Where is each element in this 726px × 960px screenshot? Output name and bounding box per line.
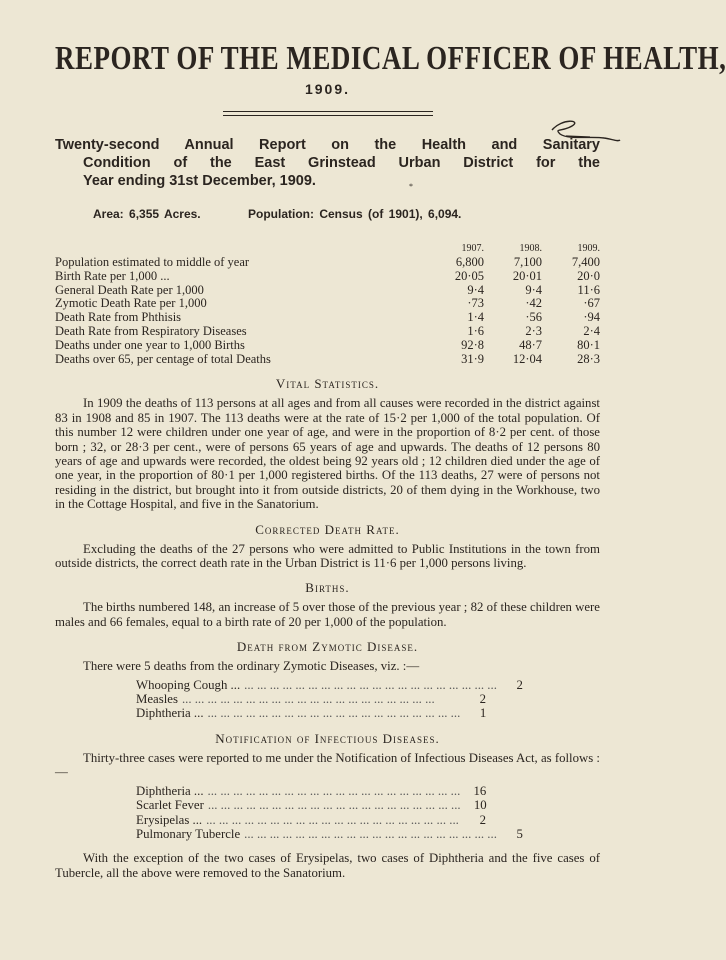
- list-item: [136, 798, 486, 812]
- row-value-1908: 20·01: [512, 268, 542, 283]
- row-value-1907: 92·8: [461, 337, 484, 352]
- row-value-1909: 2·4: [583, 323, 600, 338]
- list-item-label: Diphtheria ...: [136, 706, 204, 721]
- row-label: Population estimated to middle of year: [55, 255, 250, 269]
- population-label: Population:: [247, 207, 314, 221]
- row-value-1909: 80·1: [577, 337, 600, 352]
- list-item-value: 2: [516, 677, 523, 692]
- row-label: Death Rate from Phthisis: [55, 310, 182, 325]
- row-value-1908: 48·7: [519, 337, 542, 352]
- list-item-value: 2: [479, 812, 486, 827]
- row-value-1907: 1·4: [467, 310, 484, 325]
- subtitle-line-3: Year ending 31st December, 1909.: [83, 173, 316, 189]
- handwritten-signature-mark: [532, 116, 622, 150]
- subtitle-line-2: Condition of the East Grinstead Urban District for the: [83, 155, 600, 171]
- column-header-1907: 1907.: [461, 243, 484, 254]
- table-row: [55, 325, 600, 339]
- row-value-1909: 28·3: [577, 351, 600, 366]
- list-item-label: Erysipelas ...: [136, 812, 203, 827]
- list-item-label: Measles: [136, 692, 178, 707]
- row-value-1909: ·67: [583, 296, 600, 311]
- row-value-1909: 11·6: [577, 282, 600, 297]
- dot-leader: ... ... ... ... ... ... ... ... ... ... ... ... ... ... ... ... ... ... ... ...: [207, 798, 461, 813]
- row-value-1909: 20·0: [577, 268, 600, 283]
- list-item: [136, 813, 486, 827]
- population-value: Census (of 1901), 6,094.: [319, 207, 462, 221]
- row-value-1907: ·73: [467, 296, 484, 311]
- row-label: Death Rate from Respiratory Diseases: [55, 323, 247, 338]
- list-item-value: 2: [479, 692, 486, 707]
- list-item: [136, 692, 486, 706]
- list-item-label: Pulmonary Tubercle: [136, 826, 241, 841]
- row-label: General Death Rate per 1,000: [55, 282, 204, 297]
- column-header-1909: 1909.: [577, 243, 600, 254]
- dot-leader: ... ... ... ... ... ... ... ... ... ... ... ... ... ... ... ... ... ... ... ...: [181, 692, 435, 707]
- statistics-table: [55, 243, 600, 366]
- list-item: [136, 826, 523, 841]
- report-year: 1909.: [304, 81, 351, 97]
- section-heading-vital-statistics: Vital Statistics.: [275, 376, 380, 392]
- row-value-1909: 7,400: [571, 255, 600, 269]
- section-heading-notification: Notification of Infectious Diseases.: [215, 730, 440, 746]
- table-row: [55, 256, 600, 270]
- births-paragraph: The births numbered 148, an increase of 5 over those of the previous year ; 82 of these children were males and 66 females, equal to a birth rate of 20 per 1,000 of the population.: [55, 600, 600, 629]
- list-item-label: Scarlet Fever: [136, 798, 204, 813]
- vital-statistics-paragraph: In 1909 the deaths of 113 persons at all ages and from all causes were recorded in the district against 83 in 1908 and 85 in 1907. The 113 deaths were at the rate of 15·2 per 1,000 of the total population. Of this number 12 were children under one year of age, and were in the proportion of 8·2 per cent. of those born ; 32, or 28·3 per cent., were of persons 65 years of age and upwards. The deaths of 12 persons 80 years of age and upwards were recorded, the oldest being 92 years old ; 12 children died under the age of one year, in the proportion of 80·1 per 1,000 registered births. Of the 113 deaths, 27 were of persons not residing in the district, but brought into it from outside districts, 20 of them dying in the Workhouse, two in the Cottage Hospital, and five in the Sanatorium.: [55, 396, 600, 512]
- list-item-value: 10: [473, 798, 487, 813]
- report-subtitle: [55, 136, 600, 190]
- list-item: [136, 706, 486, 720]
- table-row: [55, 284, 600, 298]
- row-value-1907: 20·05: [454, 268, 484, 283]
- asterisk-mark: *: [409, 182, 413, 191]
- table-row: [55, 339, 600, 353]
- double-rule-divider: [223, 111, 433, 116]
- list-item-label: Whooping Cough ...: [136, 677, 241, 692]
- dot-leader: ... ... ... ... ... ... ... ... ... ... ... ... ... ... ... ... ... ... ... ...: [244, 677, 497, 692]
- dot-leader: ... ... ... ... ... ... ... ... ... ... ... ... ... ... ... ... ... ... ... ...: [207, 783, 461, 798]
- row-value-1908: ·42: [525, 296, 542, 311]
- area-population-line: [93, 207, 600, 221]
- zymotic-deaths-list: [136, 677, 523, 721]
- row-value-1907: 1·6: [467, 323, 484, 338]
- notification-paragraph: Thirty-three cases were reported to me under the Notification of Infectious Diseases Act, as follows :—: [55, 750, 600, 780]
- section-heading-births: Births.: [305, 580, 350, 596]
- table-row: [55, 311, 600, 325]
- row-value-1908: 12·04: [512, 351, 542, 366]
- list-item-label: Diphtheria ...: [136, 783, 204, 798]
- row-value-1907: 9·4: [467, 282, 484, 297]
- report-title: REPORT OF THE MEDICAL OFFICER OF HEALTH,: [55, 38, 726, 77]
- row-label: Deaths over 65, per centage of total Deaths: [55, 351, 271, 366]
- row-value-1908: 7,100: [513, 255, 542, 269]
- section-heading-corrected-death-rate: Corrected Death Rate.: [255, 521, 400, 537]
- list-item-value: 5: [516, 826, 523, 841]
- corrected-death-rate-paragraph: Excluding the deaths of the 27 persons who were admitted to Public Institutions in the town from outside districts, the correct death rate in the Urban District is 11·6 per 1,000 persons living.: [55, 541, 600, 571]
- dot-leader: ... ... ... ... ... ... ... ... ... ... ... ... ... ... ... ... ... ... ... ...: [207, 706, 461, 721]
- row-label: Deaths under one year to 1,000 Births: [55, 337, 245, 352]
- dot-leader: ... ... ... ... ... ... ... ... ... ... ... ... ... ... ... ... ... ... ... ...: [206, 812, 459, 827]
- row-value-1907: 31·9: [461, 351, 484, 366]
- list-item-value: 1: [479, 706, 487, 721]
- row-value-1909: ·94: [583, 310, 600, 325]
- zymotic-paragraph: There were 5 deaths from the ordinary Zymotic Diseases, viz. :—: [83, 659, 420, 674]
- area-value: 6,355 Acres.: [129, 207, 201, 221]
- section-heading-zymotic-disease: Death from Zymotic Disease.: [236, 639, 419, 655]
- row-value-1908: 9·4: [525, 282, 542, 297]
- subtitle-line-1: Twenty-second Annual Report on the Health and Sanitary: [55, 137, 600, 153]
- row-label: Zymotic Death Rate per 1,000: [55, 296, 207, 311]
- row-label: Birth Rate per 1,000 ...: [55, 268, 170, 283]
- statistics-table-body: [55, 256, 600, 366]
- list-item: [136, 677, 523, 692]
- list-item: [136, 784, 486, 798]
- row-value-1907: 6,800: [455, 255, 484, 269]
- infectious-cases-list: [136, 783, 523, 842]
- column-header-1908: 1908.: [519, 243, 542, 254]
- area-label: Area:: [93, 207, 124, 221]
- closing-paragraph: With the exception of the two cases of Erysipelas, two cases of Diphtheria and the five cases of Tubercle, all the above were removed to the Sanatorium.: [55, 851, 600, 880]
- list-item-value: 16: [473, 783, 487, 798]
- row-value-1908: ·56: [525, 310, 542, 325]
- table-row: [55, 270, 600, 284]
- dot-leader: ... ... ... ... ... ... ... ... ... ... ... ... ... ... ... ... ... ... ... ...: [244, 826, 497, 841]
- table-row: [55, 353, 600, 367]
- table-row: [55, 297, 600, 311]
- row-value-1908: 2·3: [525, 323, 542, 338]
